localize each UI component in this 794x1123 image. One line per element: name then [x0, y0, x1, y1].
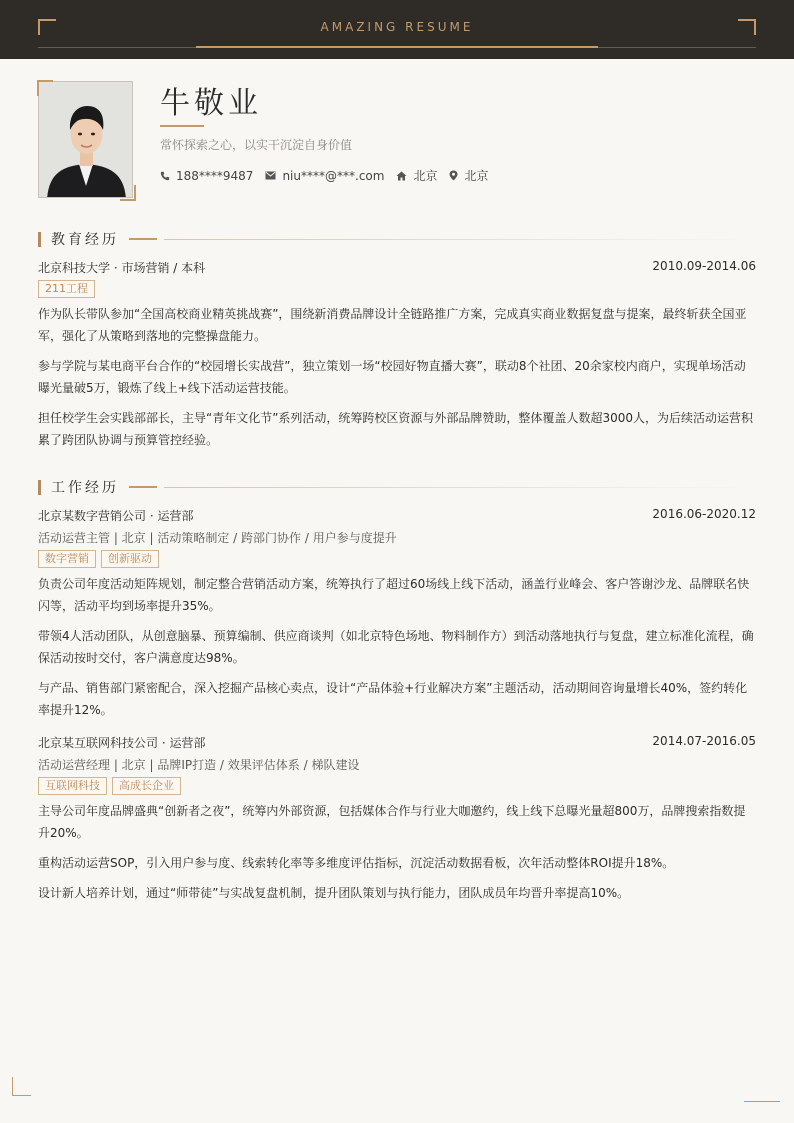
footer-corner-left — [12, 1077, 31, 1096]
education-header — [38, 259, 756, 276]
paragraph: 担任校学生会实践部部长，主导“青年文化节”系列活动，统筹跨校区资源与外部品牌赞助，整体覆盖人数超3000人，为后续活动运营积累了跨团队协调与预算管控经验。 — [38, 411, 753, 447]
tag: 创新驱动 — [101, 550, 159, 568]
hometown-text: 北京 — [413, 169, 438, 183]
section-divider — [164, 487, 756, 488]
company-name: 北京某数字营销公司 · 运营部 — [38, 509, 194, 523]
section-dash — [129, 238, 157, 240]
tag: 互联网科技 — [38, 777, 107, 795]
person-name: 牛敬业 — [160, 86, 262, 121]
contact-hometown — [396, 167, 437, 184]
job-role: 活动运营经理 | 北京 | 品牌IP打造 / 效果评估体系 / 梯队建设 — [38, 758, 360, 772]
location-pin-icon — [449, 170, 458, 181]
job-description — [38, 573, 756, 721]
mail-icon — [265, 171, 276, 180]
section-dash — [129, 486, 157, 488]
section-divider — [164, 239, 756, 240]
section-title-work — [38, 479, 157, 495]
phone-icon — [160, 171, 170, 181]
paragraph: 重构活动运营SOP，引入用户参与度、线索转化率等多维度评估指标，沉淀活动数据看板，次年活动整体ROI提升18%。 — [38, 856, 675, 870]
email-address: niu****@***.com — [282, 168, 385, 183]
phone-number: 188****9487 — [176, 168, 254, 183]
contact-email — [265, 169, 384, 183]
job-header — [38, 734, 756, 751]
tag: 211工程 — [38, 280, 95, 298]
job-date: 2014.07-2016.05 — [652, 734, 756, 748]
name-underline — [160, 125, 204, 127]
job-role: 活动运营主管 | 北京 | 活动策略制定 / 跨部门协作 / 用户参与度提升 — [38, 531, 397, 545]
job-description — [38, 800, 756, 904]
home-icon — [396, 171, 407, 181]
job-date: 2016.06-2020.12 — [652, 507, 756, 521]
job-entry — [38, 507, 756, 524]
tag: 数字营销 — [38, 550, 96, 568]
job-header — [38, 507, 756, 524]
paragraph: 与产品、销售部门紧密配合，深入挖掘产品核心卖点，设计“产品体验+行业解决方案”主题活动，活动期间咨询量增长40%，签约转化率提升12%。 — [38, 681, 748, 717]
photo-corner-top-left — [37, 80, 53, 96]
paragraph: 参与学院与某电商平台合作的“校园增长实战营”，独立策划一场“校园好物直播大赛”，联动8个社团、20余家校内商户，实现单场活动曝光量破5万，锻炼了线上+线下活动运营技能。 — [38, 359, 746, 395]
paragraph: 作为队长带队参加“全国高校商业精英挑战赛”，围绕新消费品牌设计全链路推广方案，完成真实商业数据复盘与提案，最终斩获全国亚军，强化了从策略到落地的完整操盘能力。 — [38, 307, 747, 343]
section-label: 工作经历 — [51, 480, 119, 496]
photo-corner-bottom-right — [120, 185, 136, 201]
tag: 高成长企业 — [112, 777, 181, 795]
section-marker — [38, 480, 41, 495]
section-label: 教育经历 — [51, 232, 119, 248]
portrait-illustration — [39, 82, 133, 198]
location-text: 北京 — [464, 169, 489, 183]
company-name: 北京某互联网科技公司 · 运营部 — [38, 736, 206, 750]
job-tags — [38, 777, 756, 795]
education-entry — [38, 259, 756, 276]
header-title: AMAZING RESUME — [320, 20, 474, 34]
section-title-education — [38, 231, 157, 247]
job-entry — [38, 734, 756, 751]
job-tags — [38, 550, 756, 568]
contact-location — [449, 167, 488, 184]
education-date: 2010.09-2014.06 — [652, 259, 756, 273]
education-tags — [38, 280, 756, 298]
paragraph: 主导公司年度品牌盛典“创新者之夜”，统筹内外部资源，包括媒体合作与行业大咖邀约，线上线下总曝光量超800万，品牌搜索指数提升20%。 — [38, 804, 746, 840]
paragraph: 负责公司年度活动矩阵规划，制定整合营销活动方案，统筹执行了超过60场线上线下活动，涵盖行业峰会、客户答谢沙龙、品牌联名快闪等，活动平均到场率提升35%。 — [38, 577, 750, 613]
avatar — [38, 81, 133, 198]
paragraph: 带领4人活动团队，从创意脑暴、预算编制、供应商谈判（如北京特色场地、物料制作方）到活动落地执行与复盘，建立标准化流程，确保活动按时交付，客户满意度达98%。 — [38, 629, 754, 665]
school-name: 北京科技大学 · 市场营销 / 本科 — [38, 261, 206, 275]
section-marker — [38, 232, 41, 247]
paragraph: 设计新人培养计划，通过“师带徒”与实战复盘机制，提升团队策划与执行能力，团队成员年均晋升率提高10%。 — [38, 886, 630, 900]
contact-phone — [160, 169, 253, 183]
contact-info — [160, 167, 500, 184]
education-description — [38, 303, 756, 451]
footer-line-right — [744, 1101, 780, 1102]
header-rule-accent — [196, 46, 598, 48]
tagline: 常怀探索之心，以实干沉淀自身价值 — [160, 138, 353, 152]
